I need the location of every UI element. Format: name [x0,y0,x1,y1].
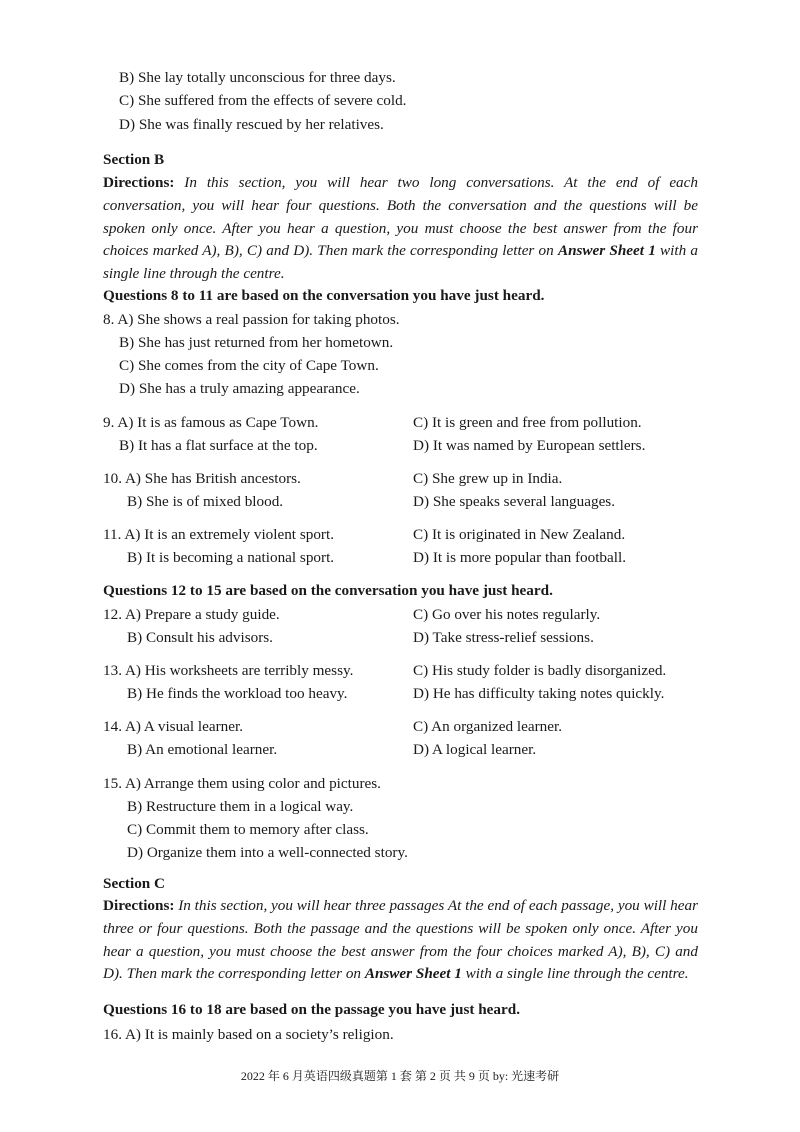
q12-option-d: D) Take stress-relief sessions. [413,629,594,646]
q15-option-b: B) Restructure them in a logical way. [127,798,354,815]
q10-option-b: B) She is of mixed blood. [127,493,284,510]
q8-option-c: C) She comes from the city of Cape Town. [119,357,379,374]
q13-option-b: B) He finds the workload too heavy. [127,685,348,702]
q14-option-c: C) An organized learner. [413,718,563,735]
q8-option-d: D) She has a truly amazing appearance. [119,380,360,397]
q14-option-d: D) A logical learner. [413,741,537,758]
q15-option-a: 15. A) Arrange them using color and pictures. [103,775,381,792]
q9-option-c: C) It is green and free from pollution. [413,414,642,431]
q15-option-d: D) Organize them into a well-connected story. [127,844,408,861]
question-group-heading: Questions 12 to 15 are based on the conversation you have just heard. [103,582,553,599]
section-c-directions [103,895,698,986]
question-group-heading: Questions 16 to 18 are based on the passage you have just heard. [103,1001,520,1018]
q12-option-b: B) Consult his advisors. [127,629,273,646]
q16-option-a: 16. A) It is mainly based on a society’s religion. [103,1026,394,1043]
q9-option-b: B) It has a flat surface at the top. [119,437,318,454]
directions-text-end: with a single line through the centre. [461,965,689,983]
q8-option-a: 8. A) She shows a real passion for taking photos. [103,311,400,328]
directions-text: In this section, you will hear three passages At the end of each passage, you will hear three or four questions. Both the passage and the questions will be spoken only once. After you hear a question, you must choose the best answer from the four choices marked A), B), C) and D). Then mark the corresponding letter on [103,897,698,983]
q12-option-c: C) Go over his notes regularly. [413,606,601,623]
section-c-title: Section C [103,875,166,892]
q14-option-a: 14. A) A visual learner. [103,718,244,735]
option-line: C) She suffered from the effects of severe cold. [119,92,407,109]
q9-option-a: 9. A) It is as famous as Cape Town. [103,414,319,431]
section-b-directions [103,172,698,286]
directions-label: Directions: [103,174,175,191]
option-line: B) She lay totally unconscious for three days. [119,69,396,86]
section-b-title: Section B [103,151,165,168]
q12-option-a: 12. A) Prepare a study guide. [103,606,280,623]
q11-option-b: B) It is becoming a national sport. [127,549,335,566]
q13-option-d: D) He has difficulty taking notes quickly. [413,685,665,702]
directions-label: Directions: [103,897,175,914]
option-line: D) She was finally rescued by her relatives. [119,116,384,133]
q13-option-c: C) His study folder is badly disorganized. [413,662,667,679]
directions-text: In this section, you will hear two long conversations. At the end of each conversation, you will hear four questions. Both the conversation and the questions will be spoken only once. After you hear a question, you must choose the best answer from the four choices marked A), B), C) and D). Then mark the corresponding letter on [103,174,698,260]
q15-option-c: C) Commit them to memory after class. [127,821,369,838]
directions-text-end: with a single line through the centre. [103,242,698,283]
q10-option-a: 10. A) She has British ancestors. [103,470,301,487]
q11-option-d: D) It is more popular than football. [413,549,626,566]
answer-sheet-ref: Answer Sheet 1 [557,242,656,260]
q14-option-b: B) An emotional learner. [127,741,278,758]
q9-option-d: D) It was named by European settlers. [413,437,646,454]
q13-option-a: 13. A) His worksheets are terribly messy. [103,662,354,679]
q11-option-a: 11. A) It is an extremely violent sport. [103,526,335,543]
question-group-heading: Questions 8 to 11 are based on the conversation you have just heard. [103,287,545,304]
answer-sheet-ref: Answer Sheet 1 [364,965,462,983]
q11-option-c: C) It is originated in New Zealand. [413,526,626,543]
q10-option-d: D) She speaks several languages. [413,493,616,510]
q8-option-b: B) She has just returned from her hometown. [119,334,394,351]
page-footer: 2022 年 6 月英语四级真题第 1 套 第 2 页 共 9 页 by: 光速考研 [240,1069,560,1083]
q10-option-c: C) She grew up in India. [413,470,563,487]
